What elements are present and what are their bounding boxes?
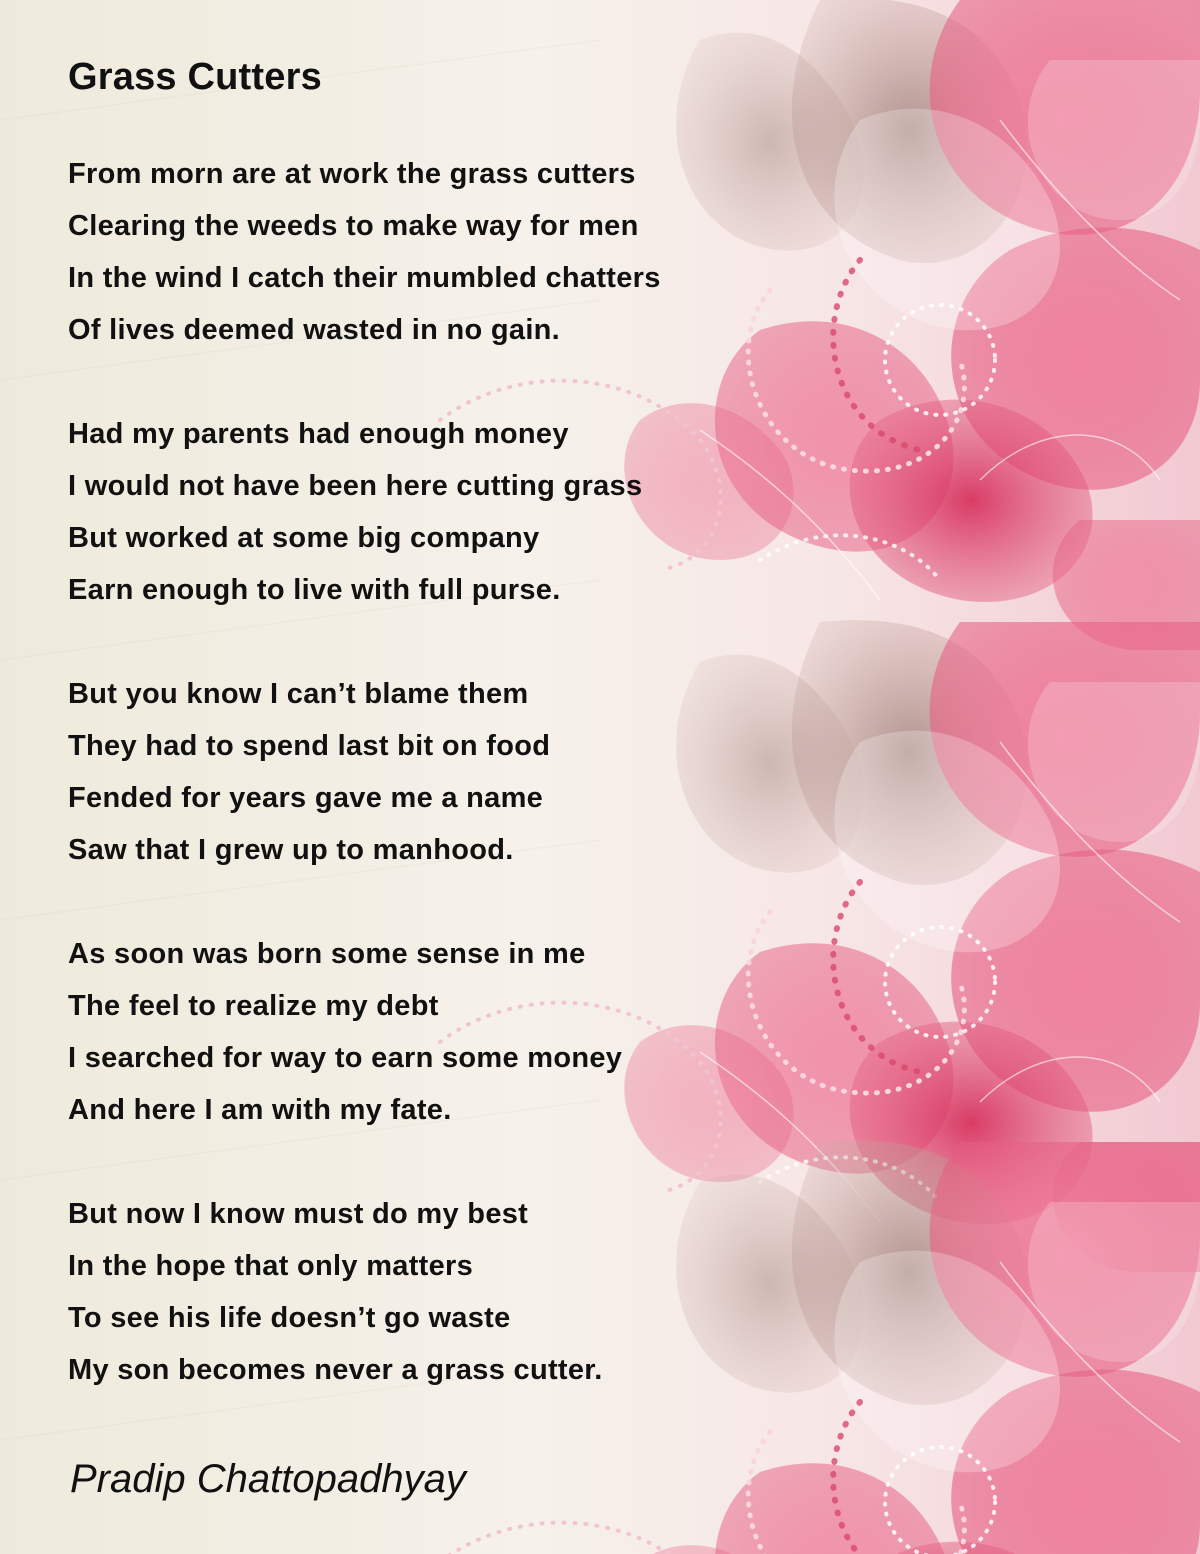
poem-line: Fended for years gave me a name [68, 782, 544, 814]
poem-author: Pradip Chattopadhyay [70, 1457, 466, 1501]
poem-line: To see his life doesn’t go waste [68, 1302, 511, 1334]
stanza-3 [68, 668, 828, 876]
poem-line: Earn enough to live with full purse. [68, 574, 561, 606]
poem-line: They had to spend last bit on food [68, 730, 551, 762]
poem-line: Saw that I grew up to manhood. [68, 834, 514, 866]
poem-line: And here I am with my fate. [68, 1094, 452, 1126]
poem-line: Clearing the weeds to make way for men [68, 210, 639, 242]
poem-line: I searched for way to earn some money [68, 1042, 623, 1074]
stanza-2 [68, 408, 828, 616]
poem-line: But worked at some big company [68, 522, 540, 554]
poem-line: My son becomes never a grass cutter. [68, 1354, 603, 1386]
poem-title: Grass Cutters [68, 56, 322, 98]
poem-line: But now I know must do my best [68, 1198, 529, 1230]
poem-line: I would not have been here cutting grass [68, 470, 643, 502]
stanza-1 [68, 148, 828, 356]
poem [68, 54, 828, 1448]
poem-line: But you know I can’t blame them [68, 678, 529, 710]
poem-line: As soon was born some sense in me [68, 938, 586, 970]
poem-line: In the wind I catch their mumbled chatters [68, 262, 661, 294]
poem-line: The feel to realize my debt [68, 990, 439, 1022]
stanza-4 [68, 928, 828, 1136]
poem-line: Of lives deemed wasted in no gain. [68, 314, 561, 346]
poem-line: From morn are at work the grass cutters [68, 158, 636, 190]
poem-line: In the hope that only matters [68, 1250, 474, 1282]
poem-line: Had my parents had enough money [68, 418, 569, 450]
stanza-5 [68, 1188, 828, 1396]
